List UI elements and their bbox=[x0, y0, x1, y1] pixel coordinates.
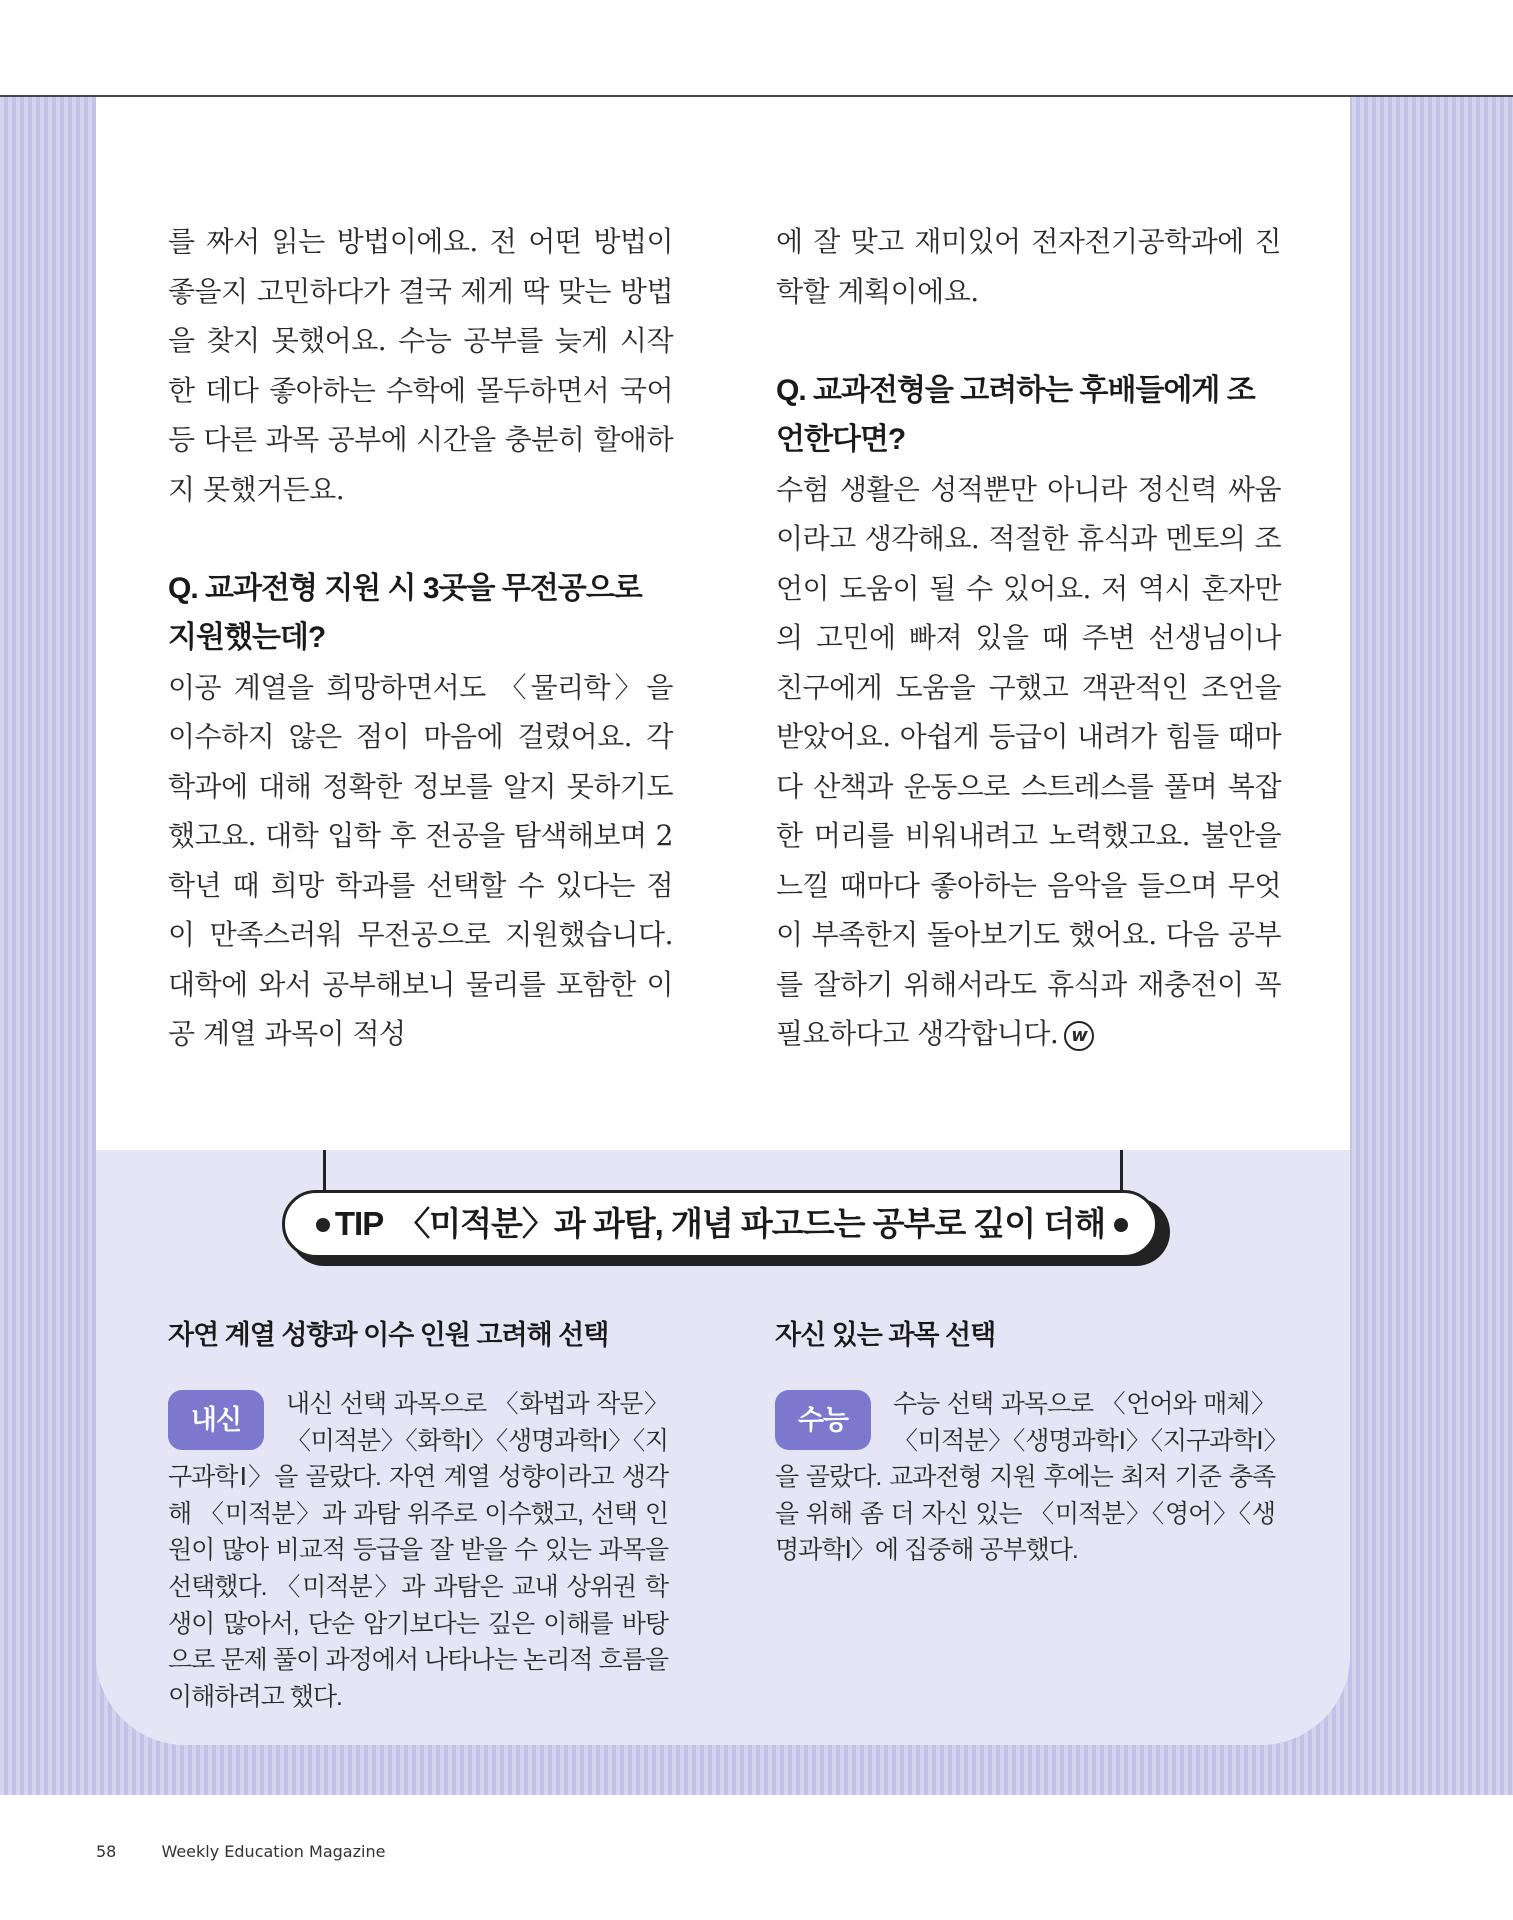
right-column bbox=[776, 217, 1281, 1059]
magazine-name: Weekly Education Magazine bbox=[161, 1842, 386, 1861]
question-heading-3: Q. 교과전형을 고려하는 후배들에게 조언한다면? bbox=[776, 373, 1255, 456]
tip-title: 〈미적분〉과 과탐, 개념 파고드는 공부로 깊이 더해 bbox=[397, 1205, 1106, 1242]
suneung-badge: 수능 bbox=[775, 1390, 871, 1450]
tip-right-column bbox=[775, 1310, 1275, 1569]
tip-left-column bbox=[168, 1310, 668, 1715]
answer-paragraph-3 bbox=[776, 465, 1281, 1059]
tip-right-body: 수능 선택 과목으로 〈언어와 매체〉〈미적분〉〈생명과학Ⅰ〉〈지구과학Ⅰ〉을 골랐다. 교과전형 지원 후에는 최저 기준 충족을 위해 좀 더 자신 있는 〈미적분〉〈영어〉〈생명과학Ⅰ〉에 집중해 공부했다. bbox=[775, 1390, 1275, 1565]
naesin-badge: 내신 bbox=[168, 1390, 264, 1450]
tip-banner-text bbox=[282, 1190, 1158, 1258]
tip-left-heading: 자연 계열 성향과 이수 인원 고려해 선택 bbox=[168, 1320, 609, 1350]
left-paragraph-1: 를 짜서 읽는 방법이에요. 전 어떤 방법이 좋을지 고민하다가 결국 제게 딱 맞는 방법을 찾지 못했어요. 수능 공부를 늦게 시작한 데다 좋아하는 수학에 몰두하면서 국어 등 다른 과목 공부에 시간을 충분히 할애하지 못했거든요. bbox=[168, 225, 673, 506]
tip-label: TIP bbox=[334, 1205, 384, 1242]
right-paragraph-1: 에 잘 맞고 재미있어 전자전기공학과에 진학할 계획이에요. bbox=[776, 225, 1281, 308]
page-footer bbox=[96, 1842, 385, 1861]
end-mark-icon: w bbox=[1064, 1021, 1094, 1051]
page-number: 58 bbox=[96, 1842, 117, 1861]
left-column bbox=[168, 217, 673, 1059]
question-heading-2: Q. 교과전형 지원 시 3곳을 무전공으로 지원했는데? bbox=[168, 571, 642, 654]
answer-paragraph-2: 이공 계열을 희망하면서도 〈물리학〉을 이수하지 않은 점이 마음에 걸렸어요. 각 학과에 대해 정확한 정보를 알지 못하기도 했고요. 대학 입학 후 전공을 탐색해보며 2학년 때 희망 학과를 선택할 수 있다는 점이 만족스러워 무전공으로 지원했습니다. 대학에 와서 공부해보니 물리를 포함한 이공 계열 과목이 적성 bbox=[168, 670, 673, 1050]
tip-left-body: 내신 선택 과목으로 〈화법과 작문〉〈미적분〉〈화학Ⅰ〉〈생명과학Ⅰ〉〈지구과학Ⅰ〉을 골랐다. 자연 계열 성향이라고 생각해 〈미적분〉과 과탐 위주로 이수했고, 선택 인원이 많아 비교적 등급을 잘 받을 수 있는 과목을 선택했다. 〈미적분〉과 과탐은 교내 상위권 학생이 많아서, 단순 암기보다는 깊은 이해를 바탕으로 문제 풀이 과정에서 나타나는 논리적 흐름을 이해하려고 했다. bbox=[168, 1390, 668, 1711]
tip-right-heading: 자신 있는 과목 선택 bbox=[775, 1320, 996, 1350]
answer-paragraph-3-text: 수험 생활은 성적뿐만 아니라 정신력 싸움이라고 생각해요. 적절한 휴식과 멘토의 조언이 도움이 될 수 있어요. 저 역시 혼자만의 고민에 빠져 있을 때 주변 선생님이나 친구에게 도움을 구했고 객관적인 조언을 받았어요. 아쉽게 등급이 내려가 힘들 때마다 산책과 운동으로 스트레스를 풀며 복잡한 머리를 비워내려고 노력했고요. 불안을 느낄 때마다 좋아하는 음악을 들으며 무엇이 부족한지 돌아보기도 했어요. 다음 공부를 잘하기 위해서라도 휴식과 재충전이 꼭 필요하다고 생각합니다. bbox=[776, 472, 1281, 1050]
